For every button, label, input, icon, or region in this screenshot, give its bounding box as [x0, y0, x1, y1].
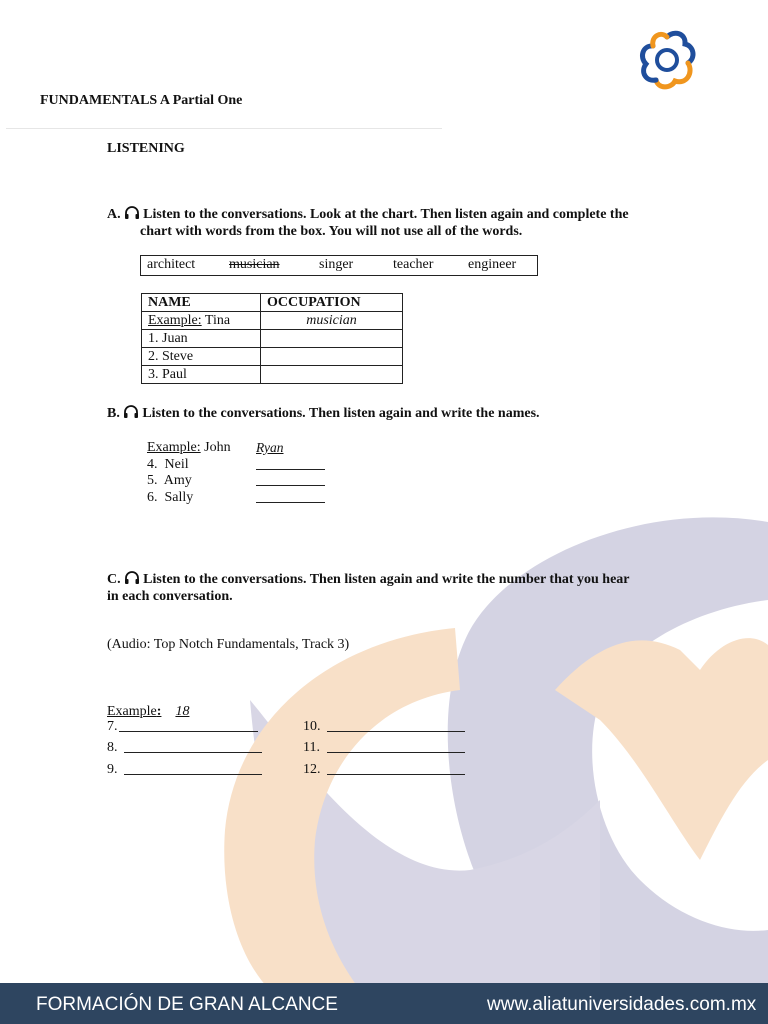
table-cell-answer-blank[interactable] [261, 366, 403, 384]
answer-blank[interactable] [256, 471, 325, 486]
part-a-instruction-line2: chart with words from the box. You will not use all of the words. [140, 224, 523, 239]
word-box-item: teacher [393, 257, 434, 272]
answer-blank[interactable] [124, 760, 262, 775]
headphones-icon [123, 405, 139, 419]
table-cell-answer-blank[interactable] [261, 348, 403, 366]
occupation-table [141, 293, 403, 384]
part-c-instruction-line1: Listen to the conversations. Then listen again and write the number that you hear [143, 572, 630, 587]
table-cell-answer-blank[interactable] [261, 330, 403, 348]
answer-blank[interactable] [119, 717, 258, 732]
headphones-icon [124, 571, 140, 585]
list-item: 6. Sally [147, 490, 194, 505]
answer-blank[interactable] [256, 455, 325, 470]
list-item-number: 12. [303, 762, 321, 777]
table-cell-example-name [142, 312, 261, 330]
table-row [142, 348, 403, 366]
example-answer: 18 [175, 704, 190, 719]
header-divider [6, 128, 442, 129]
table-row [142, 366, 403, 384]
answer-blank[interactable] [124, 738, 262, 753]
list-item: 4. Neil [147, 457, 189, 472]
part-b-example [147, 439, 231, 456]
part-b-instruction [107, 405, 540, 422]
list-item-number: 7. [107, 719, 118, 734]
table-header-name: NAME [142, 294, 261, 312]
word-box-item: architect [147, 257, 196, 272]
section-title: LISTENING [107, 141, 185, 156]
part-c-instruction-line2: in each conversation. [107, 589, 233, 604]
table-row [142, 330, 403, 348]
list-item-number: 10. [303, 719, 321, 734]
word-box [140, 255, 538, 276]
aliat-logo [638, 29, 696, 91]
document-title: FUNDAMENTALS A Partial One [40, 93, 243, 108]
part-a-instruction [107, 206, 629, 223]
part-c-instruction [107, 571, 630, 588]
part-a-instruction-line1: Listen to the conversations. Look at the chart. Then listen again and complete the [143, 207, 629, 222]
part-b-instruction-text: Listen to the conversations. Then listen again and write the names. [142, 406, 540, 421]
footer-website-link[interactable]: www.aliatuniversidades.com.mx [487, 994, 757, 1015]
answer-blank[interactable] [327, 738, 465, 753]
word-box-item: singer [319, 257, 354, 272]
example-colon: : [156, 704, 162, 719]
audio-note: (Audio: Top Notch Fundamentals, Track 3) [107, 637, 350, 652]
footer-slogan: FORMACIÓN DE GRAN ALCANCE [36, 994, 338, 1015]
footer-bar [0, 983, 768, 1024]
answer-blank[interactable] [256, 488, 325, 503]
table-cell-name: 3. Paul [142, 366, 261, 384]
example-name: John [204, 440, 231, 455]
answer-blank[interactable] [327, 760, 465, 775]
word-box-item-crossed: musician [229, 257, 280, 272]
table-cell-name: 1. Juan [142, 330, 261, 348]
answer-blank[interactable] [327, 717, 465, 732]
example-name: Tina [204, 313, 231, 328]
list-item-number: 11. [303, 740, 320, 755]
list-item: 5. Amy [147, 473, 192, 488]
example-label: Example: [147, 440, 201, 455]
list-item-number: 8. [107, 740, 118, 755]
part-b-letter: B. [107, 406, 120, 421]
table-cell-example-answer: musician [261, 312, 403, 330]
list-item-number: 9. [107, 762, 118, 777]
table-row-example [142, 312, 403, 330]
part-c-letter: C. [107, 572, 121, 587]
table-cell-name: 2. Steve [142, 348, 261, 366]
headphones-icon [124, 206, 140, 220]
table-header-occupation: OCCUPATION [261, 294, 403, 312]
part-b-example-answer: Ryan [256, 440, 284, 455]
table-header-row [142, 294, 403, 312]
example-label: Example: [148, 313, 202, 328]
part-a-letter: A. [107, 207, 121, 222]
example-label: Example [107, 704, 157, 719]
word-box-item: engineer [468, 257, 517, 272]
